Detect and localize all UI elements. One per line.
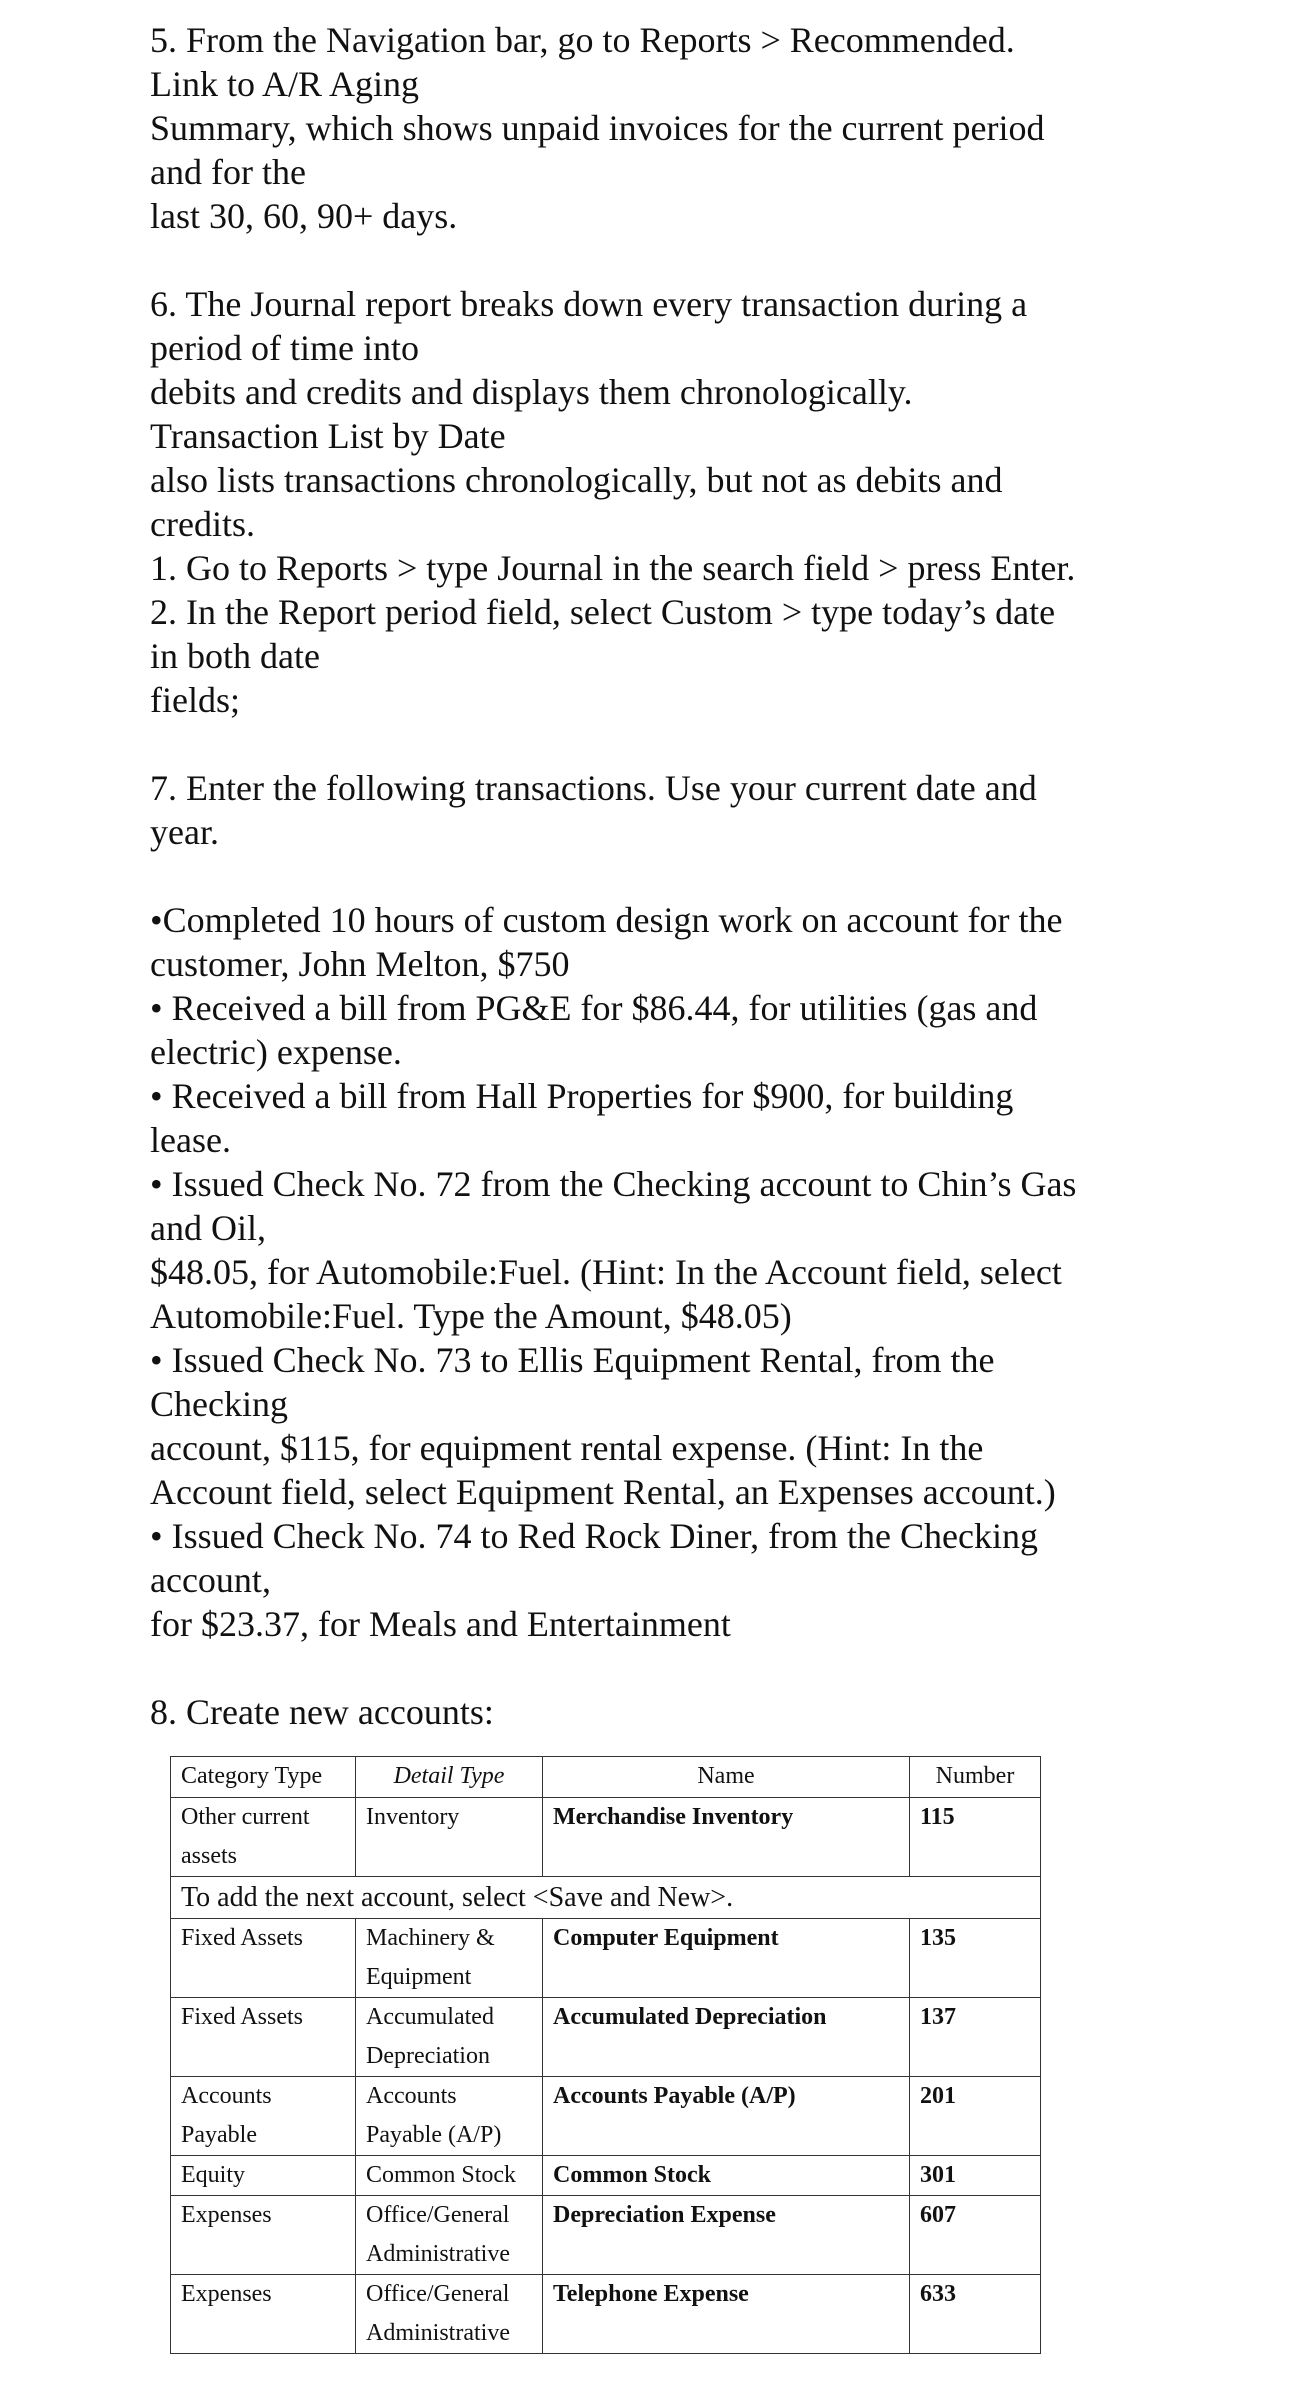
text-line: and for the (150, 152, 306, 192)
cell-line: Equipment (366, 1964, 472, 1990)
cell-line: Accounts (366, 2083, 457, 2109)
cell-line: Depreciation (366, 2043, 490, 2069)
cell-number: 301 (910, 2156, 1041, 2196)
text-line: for $23.37, for Meals and Entertainment (150, 1604, 731, 1644)
header-detail-type: Detail Type (356, 1757, 543, 1798)
cell-line: Common Stock (366, 2162, 517, 2188)
cell-line: Fixed Assets (181, 1925, 304, 1951)
header-category-type: Category Type (171, 1757, 356, 1798)
text-line: • Received a bill from Hall Properties for $900, for building (150, 1076, 1014, 1116)
text-line: period of time into (150, 328, 419, 368)
cell-detail (356, 2275, 543, 2354)
cell-category (171, 2077, 356, 2156)
text-line: Link to A/R Aging (150, 64, 420, 104)
cell-line: Accounts (181, 2083, 272, 2109)
cell-name: Accounts Payable (A/P) (543, 2077, 910, 2156)
cell-detail (356, 1998, 543, 2077)
text-line: Automobile:Fuel. Type the Amount, $48.05) (150, 1296, 792, 1336)
cell-number: 135 (910, 1919, 1041, 1998)
cell-name: Merchandise Inventory (543, 1798, 910, 1877)
text-line: • Issued Check No. 72 from the Checking account to Chin’s Gas (150, 1164, 1077, 1204)
step-5 (150, 18, 1160, 238)
cell-name: Accumulated Depreciation (543, 1998, 910, 2077)
cell-detail (356, 2077, 543, 2156)
text-line: 7. Enter the following transactions. Use your current date and (150, 768, 1037, 808)
text-line: fields; (150, 680, 240, 720)
cell-category (171, 2196, 356, 2275)
cell-number: 633 (910, 2275, 1041, 2354)
table-header-row (171, 1757, 1041, 1798)
header-name: Name (543, 1757, 910, 1798)
text-line: Transaction List by Date (150, 416, 506, 456)
cell-line: Accumulated (366, 2004, 494, 2030)
cell-line: Other current (181, 1804, 310, 1830)
accounts-table-wrap (170, 1756, 1041, 2354)
table-row (171, 2077, 1041, 2156)
text-line: • Issued Check No. 74 to Red Rock Diner, from the Checking (150, 1516, 1038, 1556)
document-body (150, 18, 1160, 1734)
text-line: • Issued Check No. 73 to Ellis Equipment Rental, from the (150, 1340, 995, 1380)
cell-line: Office/General (366, 2281, 510, 2307)
text-line: account, $115, for equipment rental expense. (Hint: In the (150, 1428, 984, 1468)
cell-detail (356, 1798, 543, 1877)
cell-line: Expenses (181, 2202, 272, 2228)
text-line: Account field, select Equipment Rental, an Expenses account.) (150, 1472, 1056, 1512)
accounts-table (170, 1756, 1041, 2354)
cell-category (171, 1998, 356, 2077)
table-row (171, 2275, 1041, 2354)
text-line: 1. Go to Reports > type Journal in the search field > press Enter. (150, 548, 1076, 588)
cell-detail (356, 2156, 543, 2196)
cell-name: Telephone Expense (543, 2275, 910, 2354)
text-line: 6. The Journal report breaks down every transaction during a (150, 284, 1028, 324)
text-line: last 30, 60, 90+ days. (150, 196, 458, 236)
cell-line: Equity (181, 2162, 245, 2188)
cell-line: Expenses (181, 2281, 272, 2307)
cell-line: Machinery & (366, 1925, 495, 1951)
text-line: Summary, which shows unpaid invoices for the current period (150, 108, 1045, 148)
cell-line: Inventory (366, 1804, 460, 1830)
cell-line: Fixed Assets (181, 2004, 304, 2030)
cell-number: 137 (910, 1998, 1041, 2077)
cell-number: 115 (910, 1798, 1041, 1877)
text-line: year. (150, 812, 219, 852)
cell-name: Common Stock (543, 2156, 910, 2196)
text-line: lease. (150, 1120, 231, 1160)
cell-category (171, 2156, 356, 2196)
text-line: in both date (150, 636, 320, 676)
transactions-list (150, 898, 1160, 1646)
text-line: credits. (150, 504, 255, 544)
text-line: •Completed 10 hours of custom design work on account for the (150, 900, 1063, 940)
table-note-row (171, 1877, 1041, 1919)
cell-line: Payable (A/P) (366, 2122, 502, 2148)
text-line: account, (150, 1560, 271, 1600)
text-line: and Oil, (150, 1208, 266, 1248)
cell-name: Depreciation Expense (543, 2196, 910, 2275)
text-line: also lists transactions chronologically, but not as debits and (150, 460, 1003, 500)
cell-line: Administrative (366, 2241, 510, 2267)
text-line: customer, John Melton, $750 (150, 944, 570, 984)
text-line: 2. In the Report period field, select Custom > type today’s date (150, 592, 1056, 632)
text-line: debits and credits and displays them chronologically. (150, 372, 913, 412)
cell-line: Office/General (366, 2202, 510, 2228)
cell-category (171, 1798, 356, 1877)
cell-name: Computer Equipment (543, 1919, 910, 1998)
table-row (171, 1919, 1041, 1998)
cell-detail (356, 2196, 543, 2275)
text-line: 5. From the Navigation bar, go to Reports > Recommended. (150, 20, 1015, 60)
cell-number: 607 (910, 2196, 1041, 2275)
cell-line: Payable (181, 2122, 257, 2148)
step-7 (150, 766, 1160, 854)
table-row (171, 2156, 1041, 2196)
text-line: Checking (150, 1384, 288, 1424)
table-row (171, 2196, 1041, 2275)
step-6 (150, 282, 1160, 722)
header-number: Number (910, 1757, 1041, 1798)
text-line: $48.05, for Automobile:Fuel. (Hint: In the Account field, select (150, 1252, 1062, 1292)
cell-line: Administrative (366, 2320, 510, 2346)
table-row (171, 1998, 1041, 2077)
save-and-new-note: To add the next account, select <Save and New>. (171, 1877, 1041, 1919)
text-line: electric) expense. (150, 1032, 402, 1072)
cell-detail (356, 1919, 543, 1998)
cell-category (171, 1919, 356, 1998)
text-line: • Received a bill from PG&E for $86.44, for utilities (gas and (150, 988, 1038, 1028)
cell-line: assets (181, 1843, 237, 1869)
cell-number: 201 (910, 2077, 1041, 2156)
cell-category (171, 2275, 356, 2354)
step-8-heading: 8. Create new accounts: (150, 1692, 494, 1732)
table-row (171, 1798, 1041, 1877)
